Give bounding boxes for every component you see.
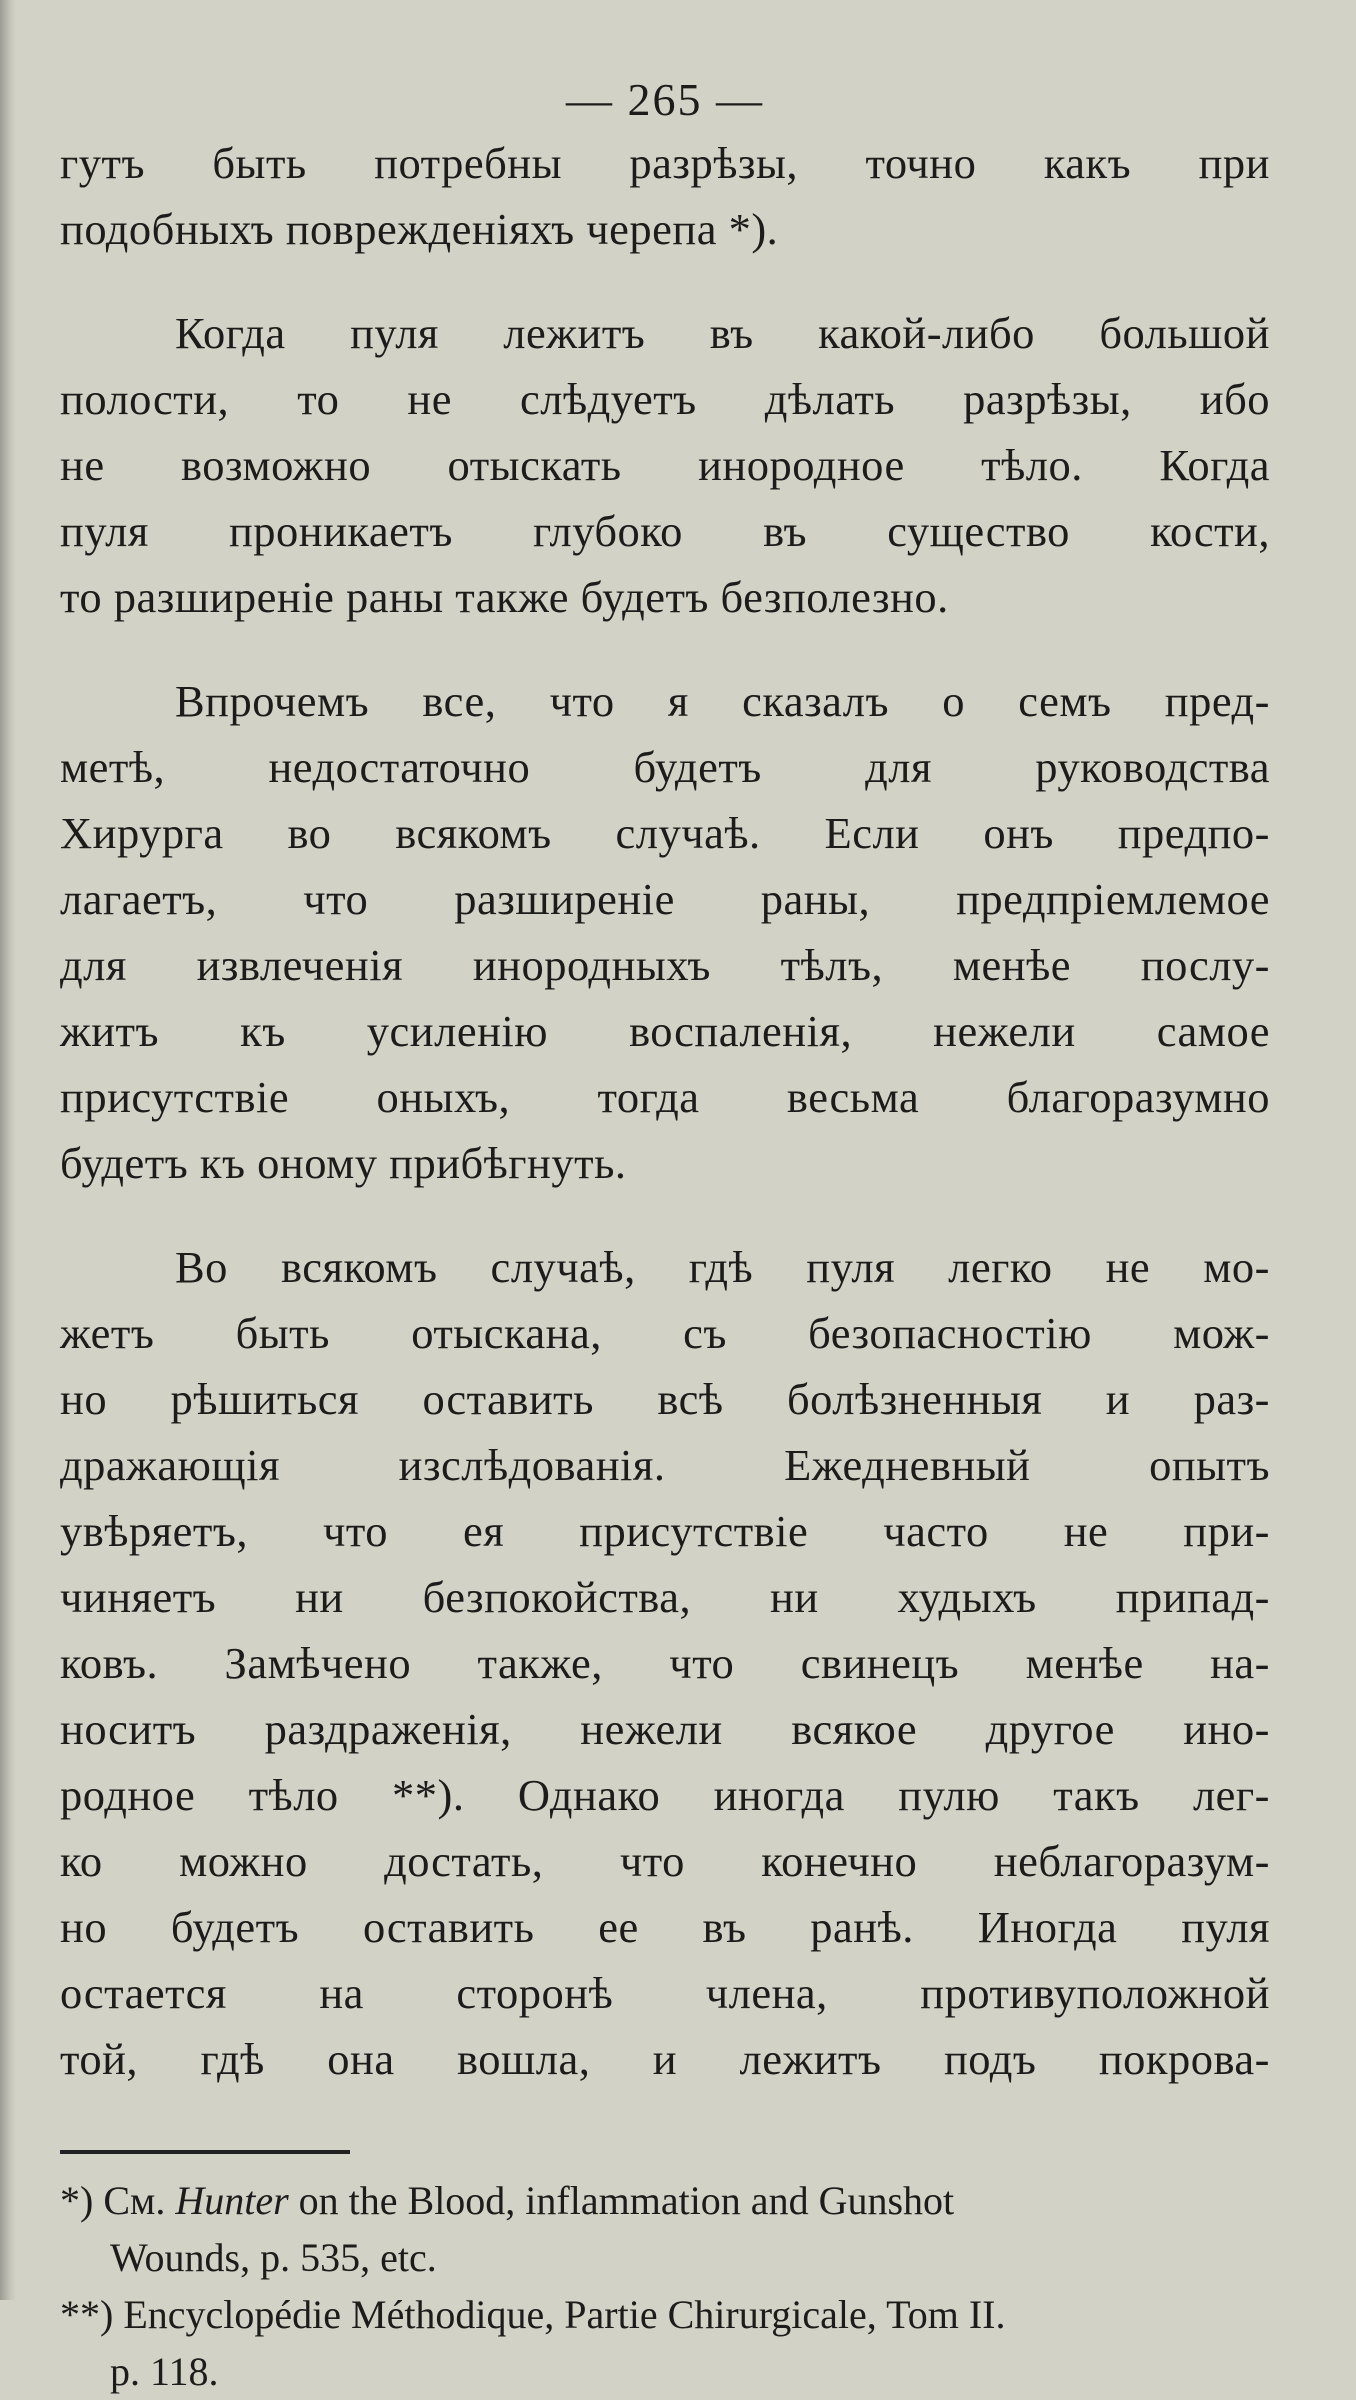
text-line: Впрочемъ все, что я сказалъ о семъ пред- [175,676,1270,726]
text-line: лагаетъ, что разширеніе раны, предпріемлемое [60,874,1270,924]
text-line: жетъ быть отыскана, съ безопасностію мож- [60,1308,1270,1358]
footnote-1-title: on the Blood, inflammation and Gunshot [298,2178,955,2223]
text-line: будетъ къ оному прибѣгнуть. [60,1138,627,1188]
text-line: то разширеніе раны также будетъ безполезно. [60,572,949,622]
text-line: но рѣшиться оставить всѣ болѣзненныя и раз- [60,1374,1270,1424]
footnotes [60,2172,1270,2400]
text-line: подобныхъ поврежденіяхъ черепа *). [60,204,779,254]
text-line: чиняетъ ни безпокойства, ни худыхъ припад- [60,1572,1270,1622]
page-edge-shadow [0,0,16,2300]
text-line: той, гдѣ она вошла, и лежитъ подъ покрова- [60,2034,1270,2084]
text-line: для извлеченія инородныхъ тѣлъ, менѣе послу- [60,940,1270,990]
paragraph-gap [60,262,1270,300]
footnote-2-continuation: p. 118. [110,2349,219,2394]
text-line: гутъ быть потребны разрѣзы, точно какъ при [60,138,1270,188]
text-line: Хирурга во всякомъ случаѣ. Если онъ предпо- [60,808,1270,858]
footnote-1-author: Hunter [175,2178,289,2223]
text-line: полости, то не слѣдуетъ дѣлать разрѣзы, ибо [60,374,1270,424]
footnote-1-continuation: Wounds, p. 535, etc. [110,2235,437,2280]
text-line: Когда пуля лежитъ въ какой-либо большой [175,308,1270,358]
text-line: Во всякомъ случаѣ, гдѣ пуля легко не мо- [175,1242,1270,1292]
paragraph-gap [60,1196,1270,1234]
text-line: пуля проникаетъ глубоко въ существо кости, [60,506,1270,556]
text-line: увѣряетъ, что ея присутствіе часто не при- [60,1506,1270,1556]
text-line: ковъ. Замѣчено также, что свинецъ менѣе на- [60,1638,1270,1688]
footnote-1-marker: *) См. [60,2178,166,2223]
text-line: ко можно достать, что конечно неблагоразум- [60,1836,1270,1886]
text-line: родное тѣло **). Однако иногда пулю такъ лег- [60,1770,1270,1820]
paragraph-gap [60,630,1270,668]
text-line: не возможно отыскать инородное тѣло. Когда [60,440,1270,490]
text-line: метѣ, недостаточно будетъ для руководства [60,742,1270,792]
text-line: но будетъ оставить ее въ ранѣ. Иногда пуля [60,1902,1270,1952]
footnote-2: **) Encyclopédie Méthodique, Partie Chirurgicale, Tom II. [60,2292,1006,2337]
text-line: присутствіе оныхъ, тогда весьма благоразумно [60,1072,1270,1122]
footnote-divider [60,2150,350,2154]
text-line: житъ къ усиленію воспаленія, нежели самое [60,1006,1270,1056]
body-text [60,130,1270,2092]
text-line: остается на сторонѣ члена, противуположной [60,1968,1270,2018]
book-page [60,70,1270,2400]
text-line: носитъ раздраженія, нежели всякое другое ино- [60,1704,1270,1754]
page-number: — 265 — [566,74,764,125]
text-line: дражающія изслѣдованія. Ежедневный опытъ [60,1440,1270,1490]
footnote-1 [60,2172,1270,2229]
